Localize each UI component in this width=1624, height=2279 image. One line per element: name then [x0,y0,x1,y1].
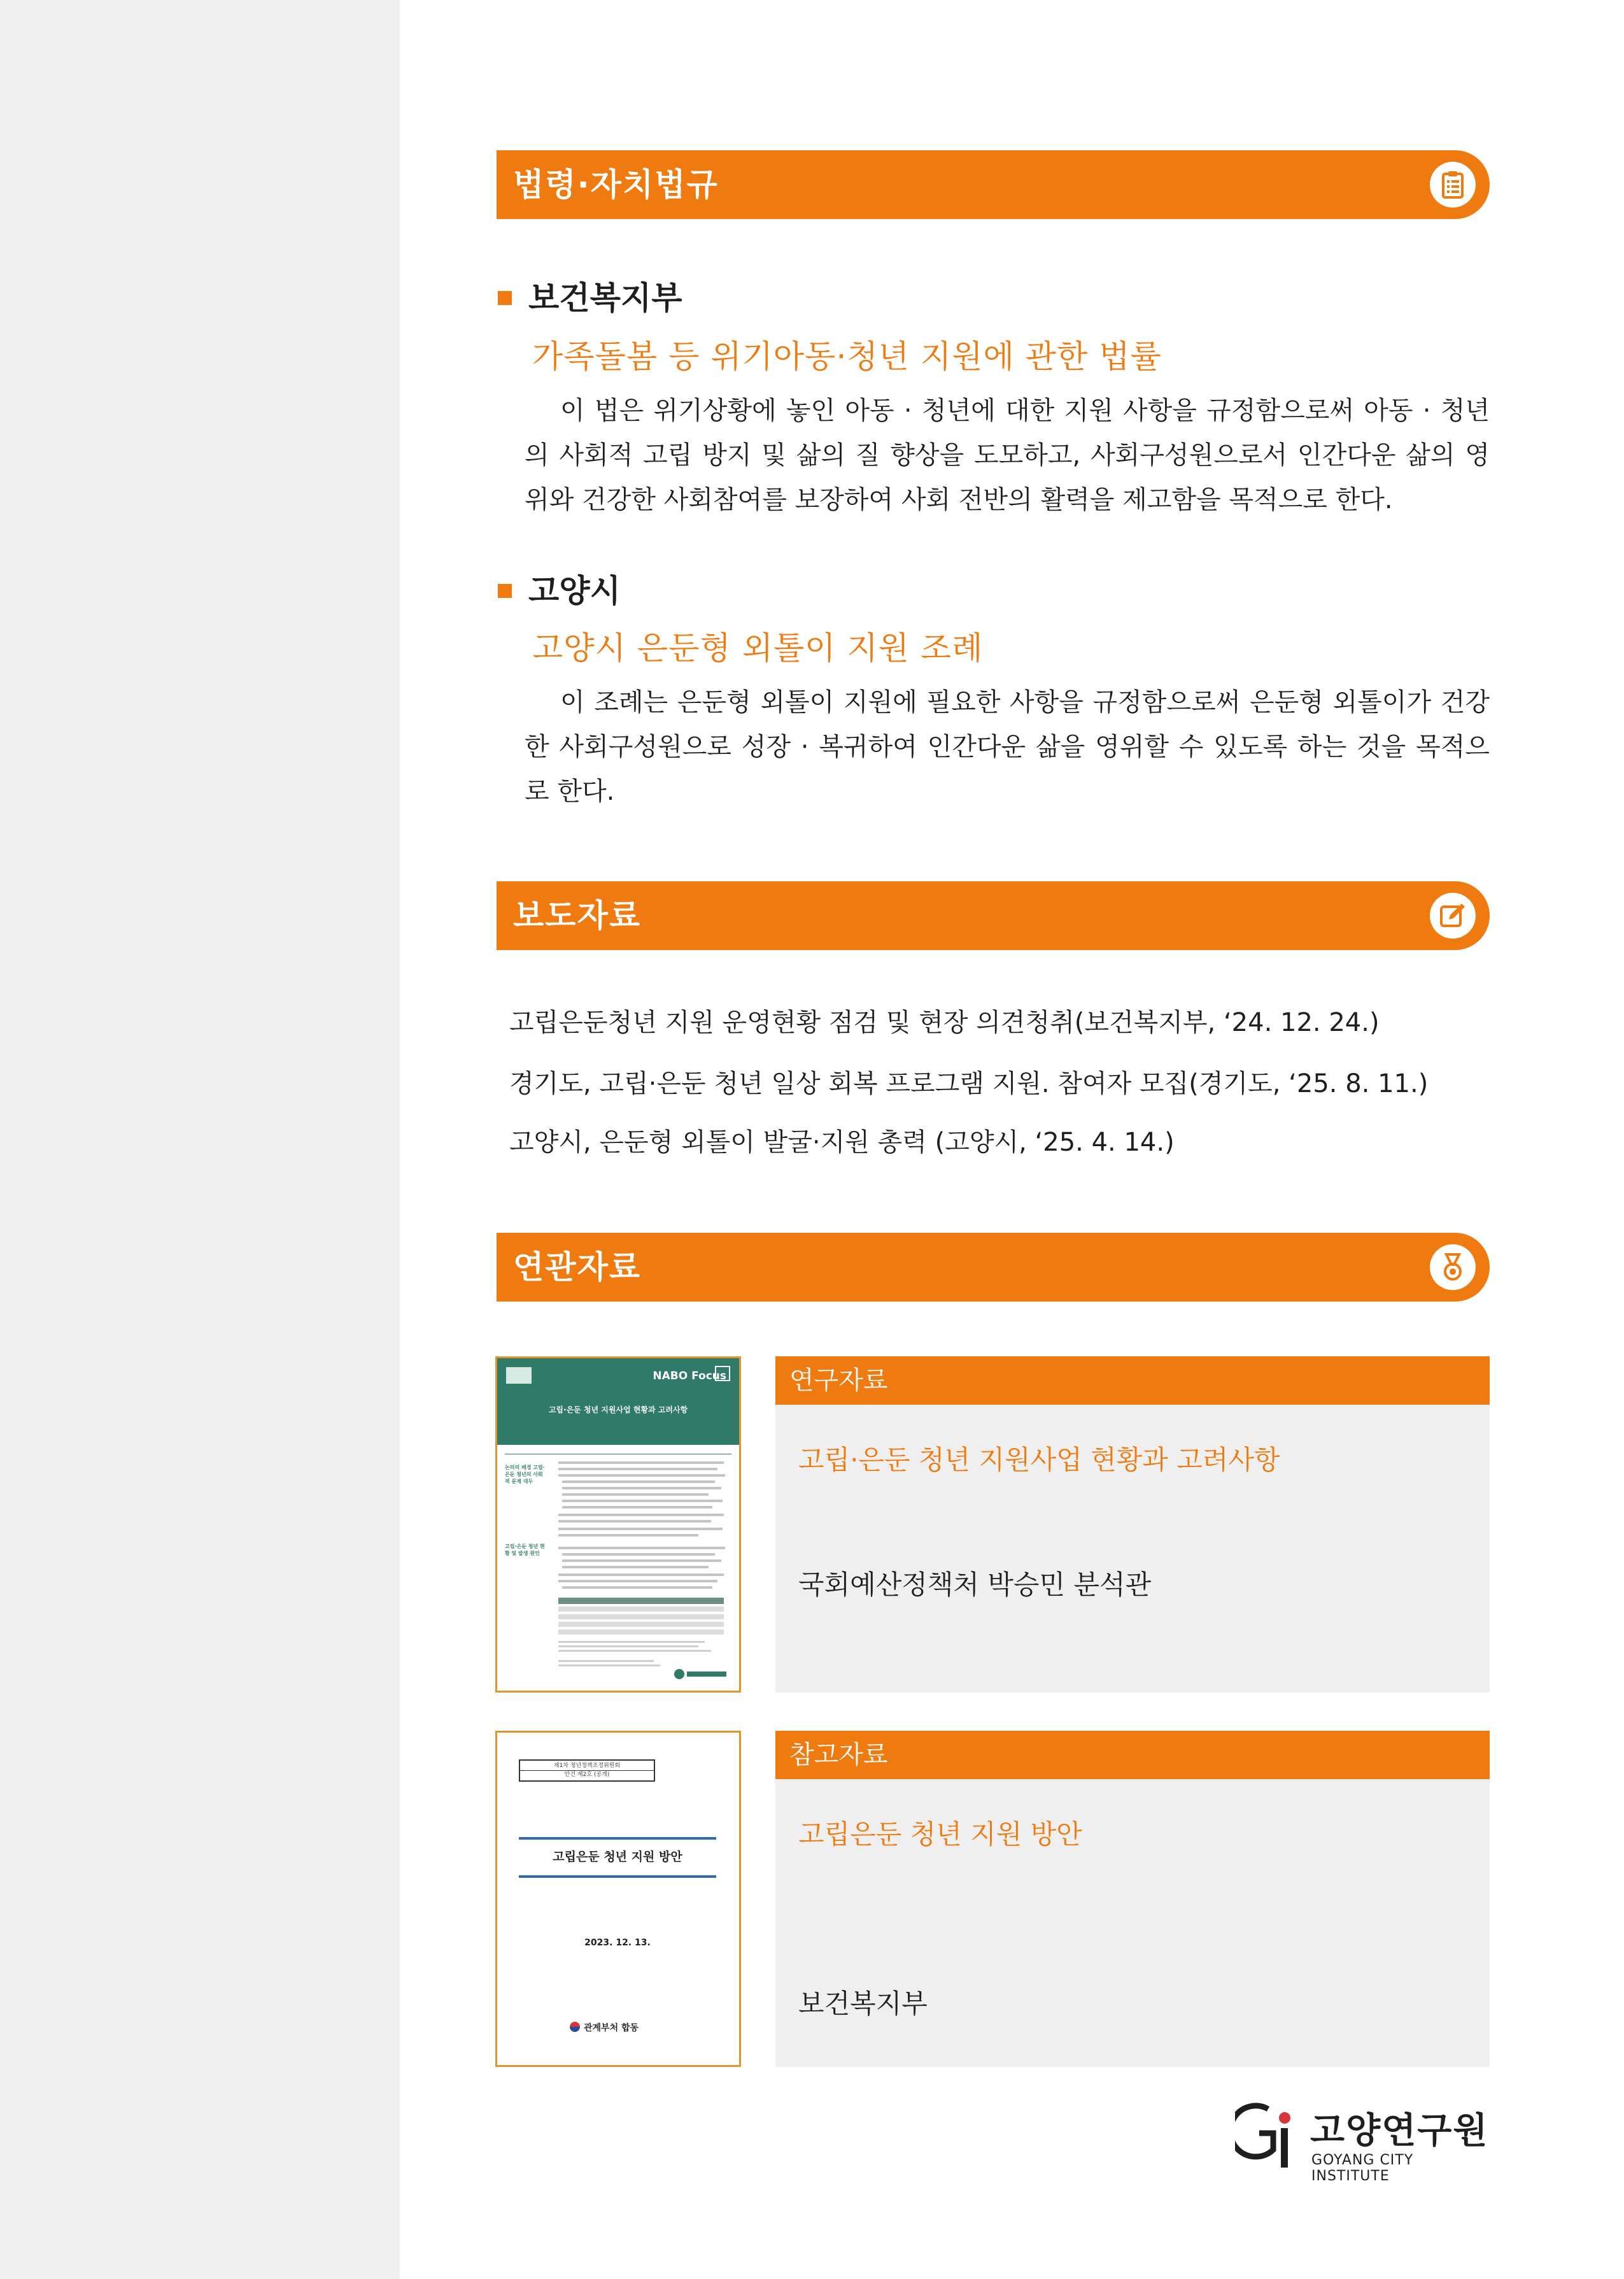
thumb-org: 관계부처 합동 [584,2023,639,2033]
thumb-agenda-box: 제1차 청년정책조정위원회 안건 제2호 (공개) [519,1759,655,1782]
taegeuk-icon [570,2022,580,2032]
thumb-side-label: 논의의 배경 고립·은둔 청년의 사회적 문제 대두 [505,1465,545,1484]
card-tag: 참고자료 [775,1731,1490,1779]
institute-name: 고양연구원 [1310,2110,1489,2152]
press-item[interactable]: 고양시, 은둔형 외톨이 발굴·지원 총력 (고양시, ‘25. 4. 14.) [509,1128,1175,1157]
gi-logo-icon [1235,2100,1299,2176]
law-title: 가족돌봄 등 위기아동·청년 지원에 관한 법률 [532,338,1162,375]
edit-icon [1430,893,1476,939]
report-thumbnail-nabo[interactable] [495,1356,741,1693]
related-card[interactable] [775,1731,1490,2067]
section-title: 법령·자치법규 [513,166,719,203]
section-header-laws [497,150,1490,219]
section-header-related [497,1233,1490,1302]
thumb-text-lines [497,1358,739,1691]
agency-label: 고양시 [498,565,621,611]
card-title[interactable]: 고립은둔 청년 지원 방안 [798,1819,1082,1850]
clipboard-icon [1430,162,1476,208]
thumb-heading: 고립은둔 청년 지원 방안 [553,1850,682,1864]
card-author: 국회예산정책처 박승민 분석관 [798,1569,1152,1600]
thumb-rule [519,1875,716,1878]
medal-icon [1430,1244,1476,1290]
thumb-brand: NABO Focus [653,1370,726,1382]
thumb-rule [519,1837,716,1840]
law-description: 이 법은 위기상황에 놓인 아동 · 청년에 대한 지원 사항을 규정함으로써 아동 · 청년의 사회적 고립 방지 및 삶의 질 향상을 도모하고, 사회구성원으로서 인간다운 삶의 영위와 건강한 사회참여를 보장하여 사회 전반의 활력을 제고함을 목적으로 한다. [525,396,1490,515]
square-bullet-icon [498,584,512,598]
card-title[interactable]: 고립·은둔 청년 지원사업 현황과 고려사항 [798,1444,1280,1475]
square-bullet-icon [498,291,512,305]
card-author: 보건복지부 [798,1988,928,2019]
thumb-heading: 고립·은둔 청년 지원사업 현황과 고려사항 [548,1405,688,1414]
section-title: 보도자료 [513,897,642,934]
press-item[interactable]: 경기도, 고립·은둔 청년 일상 회복 프로그램 지원. 참여자 모집(경기도, ‘25. 8. 11.) [509,1069,1429,1098]
institute-logo [1235,2100,1490,2184]
law-description: 이 조례는 은둔형 외톨이 지원에 필요한 사항을 규정함으로써 은둔형 외톨이가 건강한 사회구성원으로 성장 · 복귀하여 인간다운 삶을 영위할 수 있도록 하는 것을 목적으로 한다. [525,688,1490,806]
related-card[interactable] [775,1356,1490,1693]
agency-label: 보건복지부 [498,273,682,318]
left-margin-band [0,0,400,2279]
section-title: 연관자료 [513,1249,642,1286]
thumb-side-label: 고립·은둔 청년 현황 및 발생 원인 [505,1544,545,1556]
thumb-date: 2023. 12. 13. [584,1938,651,1948]
section-header-press [497,881,1490,950]
report-thumbnail-gov[interactable] [495,1731,741,2067]
institute-subtitle: GOYANG CITY INSTITUTE [1311,2152,1414,2184]
press-item[interactable]: 고립은둔청년 지원 운영현황 점검 및 현장 의견청취(보건복지부, ‘24. 12. 24.) [509,1008,1380,1037]
card-tag: 연구자료 [775,1356,1490,1405]
law-title: 고양시 은둔형 외톨이 지원 조례 [532,630,984,667]
